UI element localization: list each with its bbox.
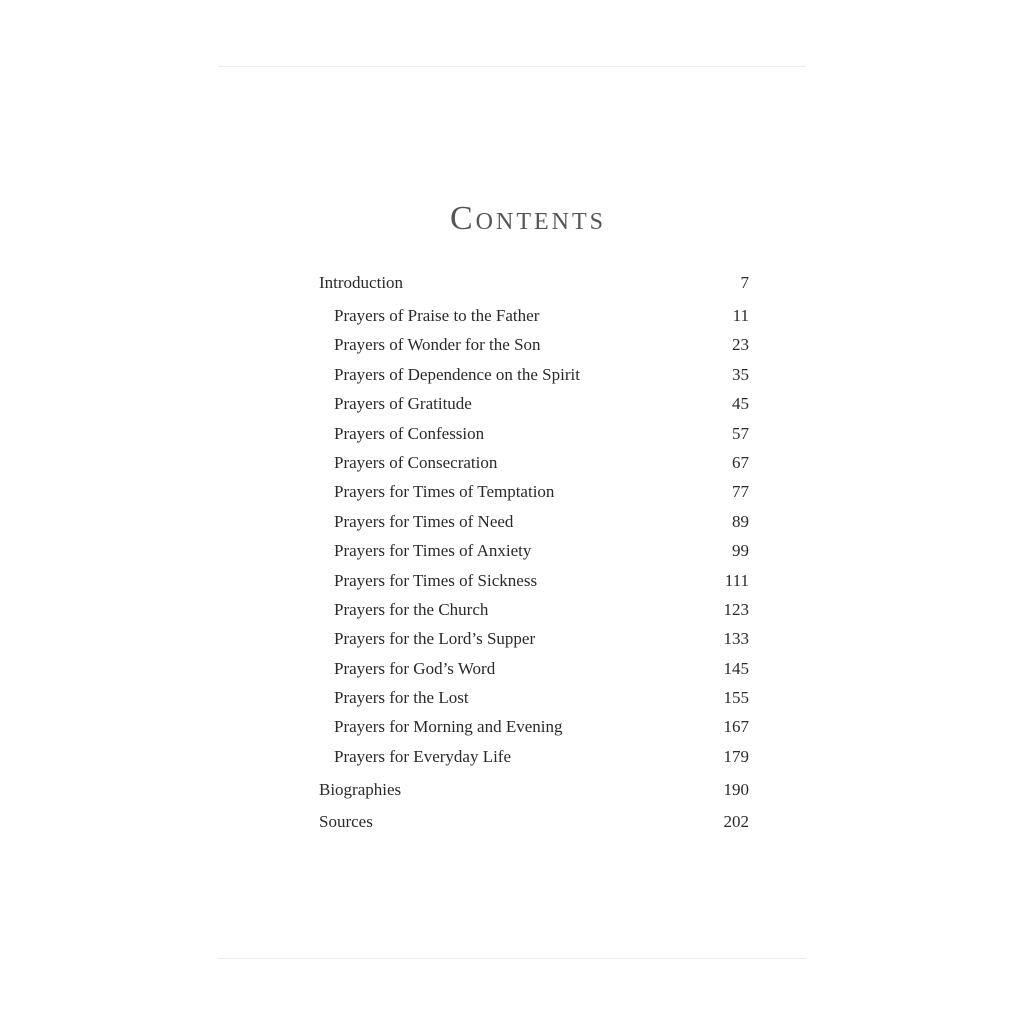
toc-entry-label: Prayers for Morning and Evening: [334, 717, 563, 737]
toc-entry-page: 190: [723, 780, 749, 800]
toc-entry-page: 57: [732, 423, 749, 443]
toc-entry-page: 67: [732, 452, 749, 472]
toc-entry-label: Prayers for Times of Need: [334, 511, 514, 531]
toc-entry: [319, 712, 749, 741]
toc-entry-page: 123: [723, 599, 749, 619]
toc-entry-label: Prayers of Consecration: [334, 452, 498, 472]
toc-entry-page: 23: [732, 335, 749, 355]
toc-entry: [319, 595, 749, 624]
toc-entry: [319, 330, 749, 359]
page-title: Contents: [449, 200, 606, 237]
toc-entry-label: Prayers for the Lord’s Supper: [334, 629, 536, 649]
toc-entry-page: 179: [723, 746, 749, 766]
toc-entry-label: Prayers for Everyday Life: [334, 746, 512, 766]
toc-entry-label: Biographies: [319, 780, 402, 800]
toc-entry-page: 89: [732, 511, 749, 531]
toc-entry-label: Prayers for the Lost: [334, 688, 469, 708]
toc-entry-page: 133: [723, 629, 749, 649]
toc-entry-label: Prayers of Dependence on the Spirit: [334, 364, 580, 384]
toc-entry: [319, 419, 749, 448]
toc-entry: [319, 507, 749, 536]
toc-entry-page: 167: [723, 717, 749, 737]
top-divider: [218, 66, 806, 67]
toc-entry: [319, 624, 749, 653]
toc-entry-page: 77: [732, 482, 749, 502]
toc-entry-page: 145: [723, 658, 749, 678]
toc-entry-biographies: [319, 774, 749, 806]
toc-entry: [319, 654, 749, 683]
toc-entry: [319, 389, 749, 418]
toc-entry: [319, 742, 749, 771]
toc-entry-label: Prayers for God’s Word: [334, 658, 496, 678]
toc-entry: [319, 448, 749, 477]
toc-entry-label: Prayers for Times of Anxiety: [334, 541, 532, 561]
toc-entry-label: Prayers for Times of Temptation: [334, 482, 555, 502]
toc-entry: [319, 566, 749, 595]
toc-entry-label: Prayers of Praise to the Father: [334, 306, 540, 325]
toc-entry-label: Prayers of Confession: [334, 423, 485, 443]
toc-entry-introduction: [319, 267, 749, 299]
toc-entry: [319, 301, 749, 330]
toc-entry-page: 11: [732, 306, 749, 325]
toc-entry-label: Prayers for the Church: [334, 599, 489, 619]
table-of-contents: [319, 267, 749, 838]
toc-entry: [319, 360, 749, 389]
toc-entry-sources: [319, 806, 749, 838]
toc-entry-label: Prayers of Wonder for the Son: [334, 335, 541, 355]
toc-entry-label: Prayers for Times of Sickness: [334, 570, 538, 590]
toc-entry-label: Introduction: [319, 273, 404, 292]
toc-entry-page: 7: [740, 273, 749, 292]
toc-entry: [319, 477, 749, 506]
toc-entry-label: Prayers of Gratitude: [334, 394, 472, 414]
toc-entry: [319, 536, 749, 565]
toc-entry-page: 45: [732, 394, 749, 414]
toc-entry-page: 35: [732, 364, 749, 384]
toc-entry-page: 99: [732, 541, 749, 561]
toc-entry-page: 202: [723, 812, 749, 832]
toc-entry-page: 155: [723, 688, 749, 708]
toc-entry: [319, 683, 749, 712]
toc-entry-label: Sources: [319, 812, 373, 832]
bottom-divider: [218, 958, 806, 959]
toc-entry-page: 111: [724, 570, 749, 590]
